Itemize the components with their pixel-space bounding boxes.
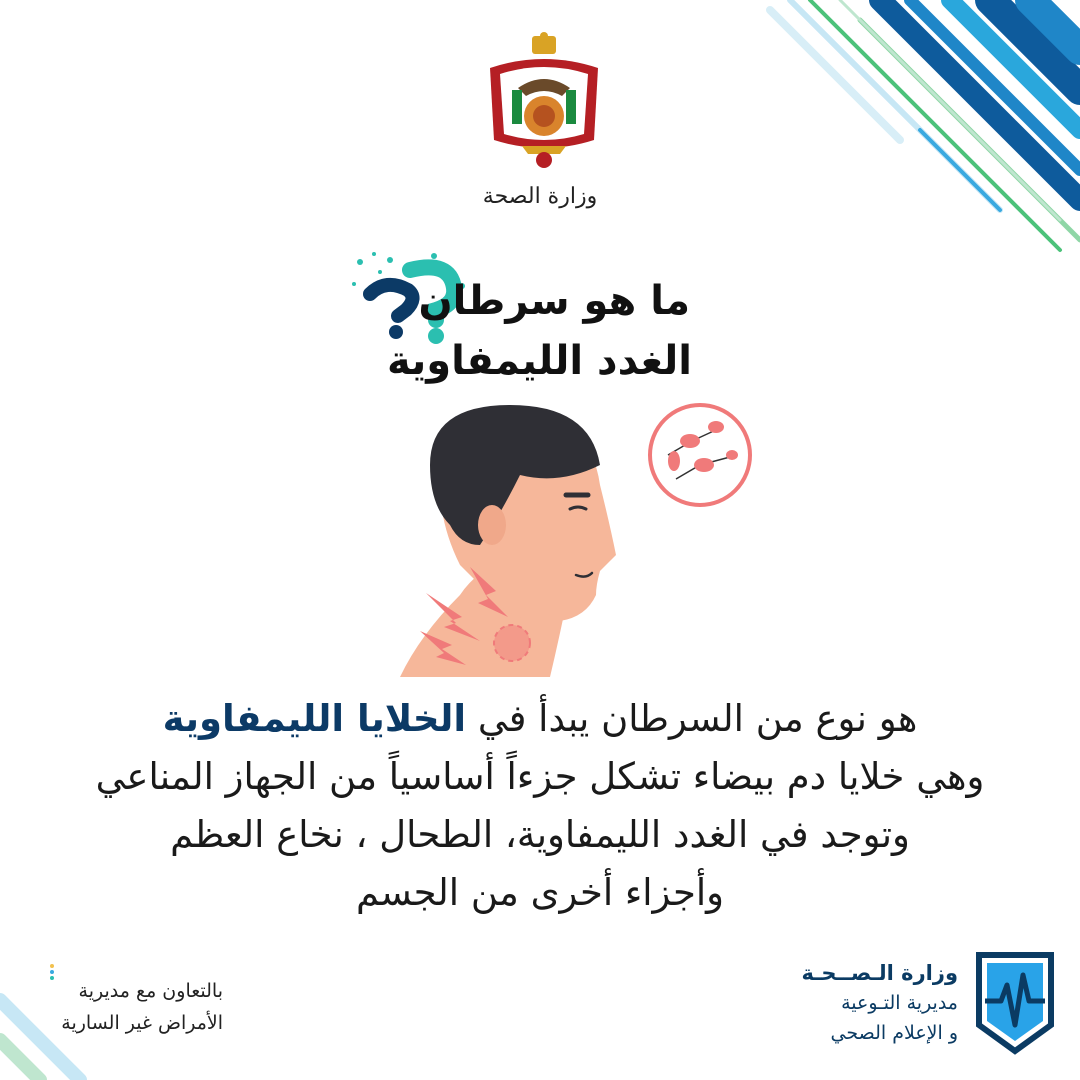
ministry-script-logo: وزارة الصحة	[482, 184, 598, 209]
title-line-2: الغدد الليمفاوية	[386, 338, 692, 384]
heartbeat-shield-icon	[975, 945, 1055, 1055]
title-block	[330, 250, 750, 390]
moh-logo-line-2: مديرية التـوعية	[841, 992, 958, 1014]
man-swollen-lymph-node-illustration	[400, 395, 780, 677]
description-text	[40, 690, 1040, 922]
description-line-2: وهي خلايا دم بيضاء تشكل جزءاً أساسياً من الجهاز المناعي	[95, 755, 985, 798]
description-line-4: وأجزاء أخرى من الجسم	[356, 871, 724, 914]
moh-logo-line-3: و الإعلام الصحي	[830, 1022, 958, 1044]
moh-logo-line-1: وزارة الـصــحـة	[801, 961, 958, 985]
description-line-3: وتوجد في الغدد الليمفاوية، الطحال ، نخاع العظم	[170, 813, 910, 856]
jordan-coat-of-arms-icon	[482, 30, 606, 172]
cooperation-line-2: الأمراض غير السارية	[61, 1012, 223, 1034]
title-line-1: ما هو سرطان	[418, 278, 690, 324]
cooperation-note	[38, 975, 223, 1039]
moh-directorate-logo-text	[790, 958, 958, 1048]
description-line-1	[40, 690, 1040, 748]
description-line-1-text: هو نوع من السرطان يبدأ في	[466, 697, 918, 740]
cooperation-line-1: بالتعاون مع مديرية	[78, 980, 223, 1002]
lymph-node-cells-icon	[650, 405, 750, 505]
lymphocytes-highlight: الخلايا الليمفاوية	[162, 697, 467, 740]
